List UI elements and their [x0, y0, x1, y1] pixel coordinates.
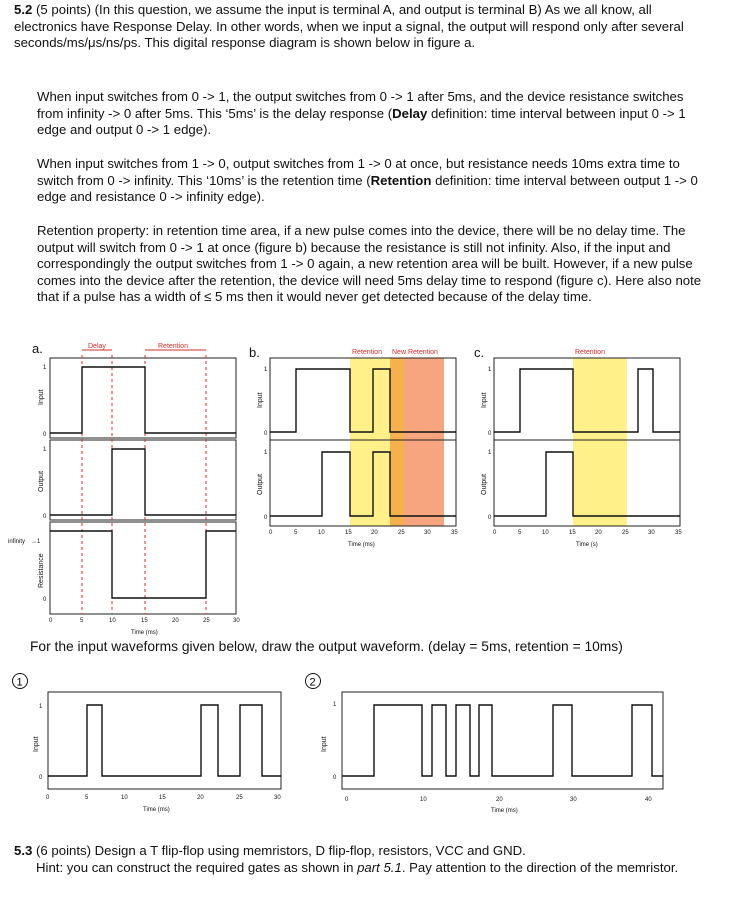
fig-c-ylabel-input: Input — [481, 392, 488, 408]
fig-c-ylabel-output: Output — [481, 473, 488, 495]
fig-b-xlabel: Time (ms) — [348, 542, 375, 548]
wave2-input-wave — [342, 705, 663, 776]
wave1-xtick: 25 — [236, 795, 243, 801]
fig-b-xtick: 0 — [269, 530, 273, 536]
wave1-xtick: 10 — [121, 795, 128, 801]
wave1-xtick: 15 — [159, 795, 166, 801]
wave2-xtick: 20 — [496, 797, 503, 803]
fig-b-xtick: 15 — [345, 530, 352, 536]
wave1-xlabel: Time (ms) — [143, 807, 170, 813]
fig-a-ylabel-resistance: Resistance — [38, 553, 45, 588]
fig-b-xtick: 25 — [398, 530, 405, 536]
q53-hint-b: . Pay attention to the direction of the memristor. — [401, 859, 679, 875]
waveform-2 — [306, 674, 664, 815]
wave2-xtick: 40 — [645, 797, 652, 803]
fig-a-input-wave — [50, 367, 236, 433]
q53-hint-italic: part 5.1 — [357, 859, 402, 875]
fig-a-tick-res0: 0 — [43, 597, 47, 603]
wave1-ytick-0: 0 — [39, 775, 43, 781]
wave2-ytick-1: 1 — [333, 702, 337, 708]
fig-c-xtick: 25 — [622, 530, 629, 536]
wave2-xtick: 30 — [570, 797, 577, 803]
fig-b-new-retention-area — [404, 358, 444, 526]
fig-a-tick-out0: 0 — [43, 514, 47, 520]
fig-a-ylabel-output: Output — [38, 470, 45, 492]
fig-b-ylabel-input: Input — [257, 392, 264, 408]
fig-b-tick: 0 — [264, 431, 268, 437]
wave1-xtick: 30 — [274, 795, 281, 801]
fig-a-tick-in1: 1 — [43, 365, 47, 371]
wave2-ytick-0: 0 — [333, 775, 337, 781]
fig-a-label: a. — [32, 341, 43, 356]
q52-delay-text-b: definition: time interval between input 0 -> 1 edge and output 0 -> 1 edge). — [37, 105, 686, 138]
fig-a-xtick: 10 — [109, 618, 116, 624]
fig-c-retention-label: Retention — [575, 349, 605, 356]
waveform-1 — [13, 674, 282, 814]
figure-a — [8, 341, 240, 636]
fig-c-xtick: 0 — [493, 530, 497, 536]
fig-a-output-wave — [50, 449, 236, 515]
fig-a-resistance-wave — [50, 531, 236, 598]
fig-c-xtick: 35 — [675, 530, 682, 536]
fig-b-tick: 1 — [264, 450, 268, 456]
figure-c — [474, 345, 682, 548]
q52-lead: (5 points) (In this question, we assume the input is terminal A, and output is terminal B) As we all know, all electronics have Response Delay. In other words, when we input a signal, the output will respond only after several seconds/ms/μs/ns/ps. This digital response diagram is shown below in figure a. — [14, 2, 684, 51]
fig-c-xtick: 20 — [595, 530, 602, 536]
q52-property-para: Retention property: in retention time area, if a new pulse comes into the device, there will be no delay time. The output will switch from 0 -> 1 at once (figure b) because the resistance is still not infinity. Also, if the input and correspondingly the output switches from 1 -> 0 again, a new retention area will be built. However, if a new pulse comes into the device after the retention, the device will need 5ms delay time to respond (figure c). Here also note that if a pulse has a width of ≤ 5 ms then it would never get detected because of the delay time. — [37, 223, 702, 305]
fig-c-xtick: 10 — [542, 530, 549, 536]
fig-c-tick: 1 — [488, 450, 492, 456]
fig-b-retention-label: Retention — [352, 349, 382, 356]
fig-b-xtick: 20 — [371, 530, 378, 536]
fig-c-label: c. — [474, 345, 485, 360]
q52-delay-text-a: When input switches from 0 -> 1, the output switches from 0 -> 1 after 5ms, and the device resistance switches from infinity -> 0 after 5ms. This ‘5ms’ is the delay response ( — [37, 89, 684, 121]
wave1-ylabel: Input — [33, 736, 40, 752]
fig-b-xtick: 35 — [451, 530, 458, 536]
fig-a-xtick: 25 — [203, 618, 210, 624]
fig-b-ylabel-output: Output — [257, 473, 264, 495]
q53-block — [14, 843, 714, 876]
fig-a-xtick: 5 — [80, 618, 84, 624]
fig-c-xtick: 5 — [518, 530, 522, 536]
figure-b — [249, 345, 458, 548]
fig-a-infinity-arrow: →1 — [31, 539, 41, 545]
wave1-marker: 1 — [16, 676, 23, 689]
q52-retention-text-a: When input switches from 1 -> 0, output switches from 1 -> 0 at once, but resistance needs 10ms extra time to switch from 0 -> infinity. This ‘10ms’ is the retention time ( — [37, 156, 680, 188]
wave2-marker: 2 — [309, 676, 316, 689]
wave2-ylabel: Input — [321, 736, 328, 752]
fig-b-new-retention-label: New Retention — [392, 349, 438, 356]
fig-a-xtick: 0 — [49, 618, 53, 624]
fig-a-resistance-panel — [50, 522, 236, 614]
fig-b-xtick: 10 — [318, 530, 325, 536]
fig-b-xticks — [269, 530, 458, 536]
wave2-xticks — [345, 797, 652, 803]
wave1-xtick: 20 — [197, 795, 204, 801]
wave1-input-wave — [48, 705, 281, 776]
fig-a-xtick: 15 — [141, 618, 148, 624]
wave1-xtick: 5 — [85, 795, 89, 801]
fig-c-tick: 0 — [488, 431, 492, 437]
wave1-xticks — [46, 795, 281, 801]
wave2-xlabel: Time (ms) — [491, 808, 518, 814]
fig-c-xtick: 30 — [648, 530, 655, 536]
fig-c-xlabel: Time (s) — [576, 542, 598, 548]
wave1-frame — [48, 692, 281, 789]
q53-hint-a: Hint: you can construct the required gates as shown in — [36, 859, 358, 875]
fig-a-retention-label: Retention — [158, 343, 188, 350]
fig-a-xtick: 20 — [172, 618, 179, 624]
fig-b-xtick: 5 — [294, 530, 298, 536]
fig-c-tick: 0 — [488, 515, 492, 521]
output-question: For the input waveforms given below, draw the output waveform. (delay = 5ms, retention = 10ms) — [30, 639, 623, 654]
fig-a-xtick: 30 — [233, 618, 240, 624]
fig-a-xticks — [49, 618, 240, 624]
fig-a-output-panel — [50, 440, 236, 520]
fig-a-delay-label: Delay — [88, 343, 106, 350]
wave1-ytick-1: 1 — [39, 704, 43, 710]
fig-b-tick: 1 — [264, 367, 268, 373]
fig-c-xticks — [493, 530, 682, 536]
q53-number: 5.3 — [14, 843, 33, 859]
fig-b-overlap-area — [390, 358, 404, 526]
fig-a-ylabel-input: Input — [38, 389, 45, 405]
q52-retention-bold: Retention — [370, 172, 432, 188]
fig-c-tick: 1 — [488, 367, 492, 373]
fig-a-xlabel: Time (ms) — [131, 630, 158, 636]
q53-line1: (6 points) Design a T flip-flop using memristors, D flip-flop, resistors, VCC and GND. — [32, 843, 526, 859]
q52-retention-text-b: definition: time interval between output 1 -> 0 edge and resistance 0 -> infinity edge). — [37, 172, 698, 205]
q52-delay-bold: Delay — [392, 105, 428, 121]
q53-hint — [14, 860, 714, 877]
fig-a-tick-in0: 0 — [43, 432, 47, 438]
q52-number: 5.2 — [14, 2, 33, 17]
wave1-xtick: 0 — [46, 795, 50, 801]
wave2-xtick: 10 — [420, 797, 427, 803]
wave2-xtick: 0 — [345, 797, 349, 803]
fig-a-input-panel — [50, 358, 236, 438]
fig-c-retention-area — [573, 358, 627, 526]
fig-c-xtick: 15 — [569, 530, 576, 536]
wave2-frame — [342, 692, 663, 789]
fig-a-tick-out1: 1 — [43, 447, 47, 453]
fig-b-xtick: 30 — [424, 530, 431, 536]
fig-b-tick: 0 — [264, 515, 268, 521]
fig-b-label: b. — [249, 345, 260, 360]
fig-a-tick-infinity: infinity — [8, 539, 26, 545]
